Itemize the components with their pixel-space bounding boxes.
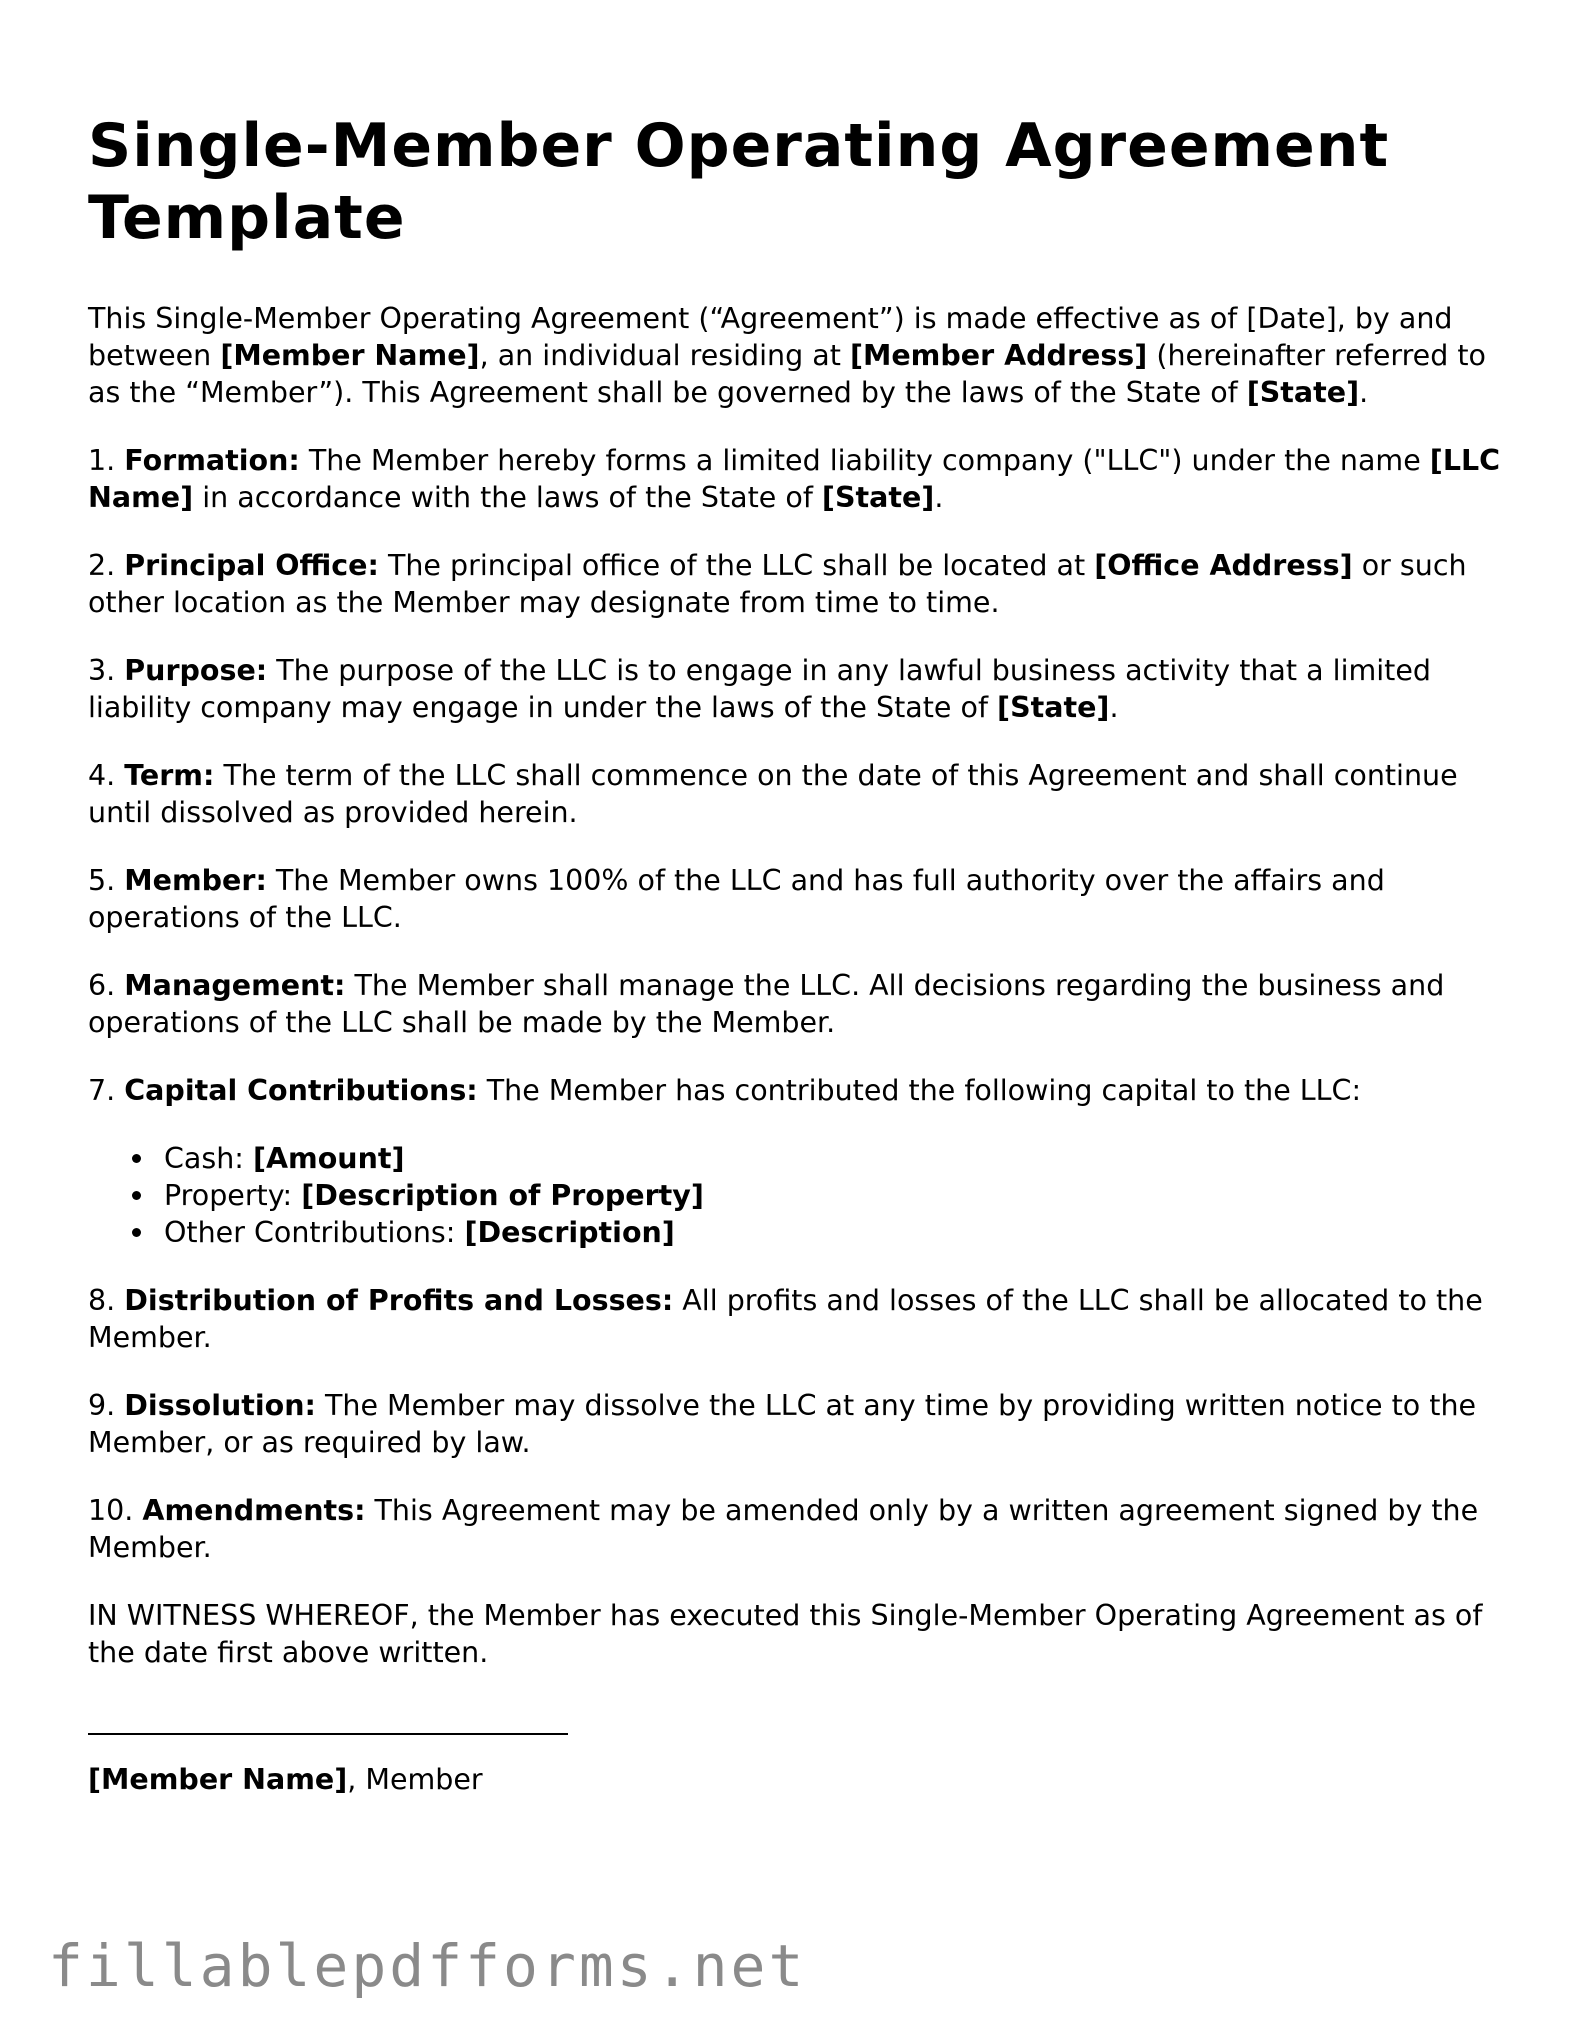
section-dissolution: 9. Dissolution: The Member may dissolve the LLC at any time by providing written notice to the Member, or as required by law. xyxy=(88,1389,1477,1459)
section-heading: Distribution of Profits and Losses: xyxy=(124,1284,674,1317)
bullet-icon xyxy=(132,1228,141,1237)
section-purpose: 3. Purpose: The purpose of the LLC is to engage in any lawful business activity that a limited liability company may engage in under the laws of the State of [State]. xyxy=(88,654,1431,724)
section-distribution: 8. Distribution of Profits and Losses: All profits and losses of the LLC shall be allocated to the Member. xyxy=(88,1284,1483,1354)
section-heading: Formation: xyxy=(124,444,300,477)
signature-line xyxy=(88,1733,568,1735)
section-management: 6. Management: The Member shall manage the LLC. All decisions regarding the business and operations of the LLC shall be made by the Member. xyxy=(88,969,1445,1039)
section-principal-office: 2. Principal Office: The principal office of the LLC shall be located at [Office Address] or such other location as the Member may designate from time to time. xyxy=(88,549,1467,619)
state-placeholder: [State] xyxy=(821,481,935,514)
llc-name-placeholder: [LLC Name] xyxy=(88,444,1501,514)
section-heading: Capital Contributions: xyxy=(124,1074,478,1107)
section-heading: Member: xyxy=(124,864,267,897)
list-item: Cash: [Amount] xyxy=(132,1140,1508,1177)
section-member: 5. Member: The Member owns 100% of the LLC and has full authority over the affairs and operations of the LLC. xyxy=(88,864,1385,934)
member-name-placeholder: [Member Name] xyxy=(88,1763,348,1796)
member-address-placeholder: [Member Address] xyxy=(849,339,1148,372)
office-address-placeholder: [Office Address] xyxy=(1094,549,1353,582)
section-capital-contributions: 7. Capital Contributions: The Member has contributed the following capital to the LLC: xyxy=(88,1074,1362,1107)
list-item: Property: [Description of Property] xyxy=(132,1177,1508,1214)
section-heading: Amendments: xyxy=(142,1494,366,1527)
bullet-icon xyxy=(132,1154,141,1163)
section-formation: 1. Formation: The Member hereby forms a limited liability company ("LLC") under the name [LLC Name] in accordance with the laws of the State of [State]. xyxy=(88,444,1501,514)
section-heading: Term: xyxy=(124,759,215,792)
list-item: Other Contributions: [Description] xyxy=(132,1214,1508,1251)
state-placeholder: [State] xyxy=(997,691,1110,724)
page-title: Single-Member Operating Agreement Template xyxy=(88,111,1390,253)
section-heading: Dissolution: xyxy=(124,1389,316,1422)
section-heading: Principal Office: xyxy=(124,549,379,582)
state-placeholder: [State] xyxy=(1246,376,1360,409)
contributions-list xyxy=(88,1140,1508,1251)
section-heading: Purpose: xyxy=(124,654,268,687)
document-page xyxy=(88,110,1508,1829)
bullet-icon xyxy=(132,1191,141,1200)
section-heading: Management: xyxy=(124,969,346,1002)
section-term: 4. Term: The term of the LLC shall commence on the date of this Agreement and shall continue until dissolved as provided herein. xyxy=(88,759,1458,829)
intro-paragraph: This Single-Member Operating Agreement (“Agreement”) is made effective as of [Date], by and between [Member Name], an individual residing at [Member Address] (hereinafter referred to as the “Member”). This Agreement shall be governed by the laws of the State of [State]. xyxy=(88,302,1486,409)
witness-paragraph: IN WITNESS WHEREOF, the Member has executed this Single-Member Operating Agreement as of the date first above written. xyxy=(88,1599,1483,1669)
watermark: fillablepdfforms.net xyxy=(48,1932,807,2000)
signature-caption: [Member Name], Member xyxy=(88,1763,483,1796)
section-amendments: 10. Amendments: This Agreement may be amended only by a written agreement signed by the Member. xyxy=(88,1494,1479,1564)
member-name-placeholder: [Member Name] xyxy=(220,339,480,372)
